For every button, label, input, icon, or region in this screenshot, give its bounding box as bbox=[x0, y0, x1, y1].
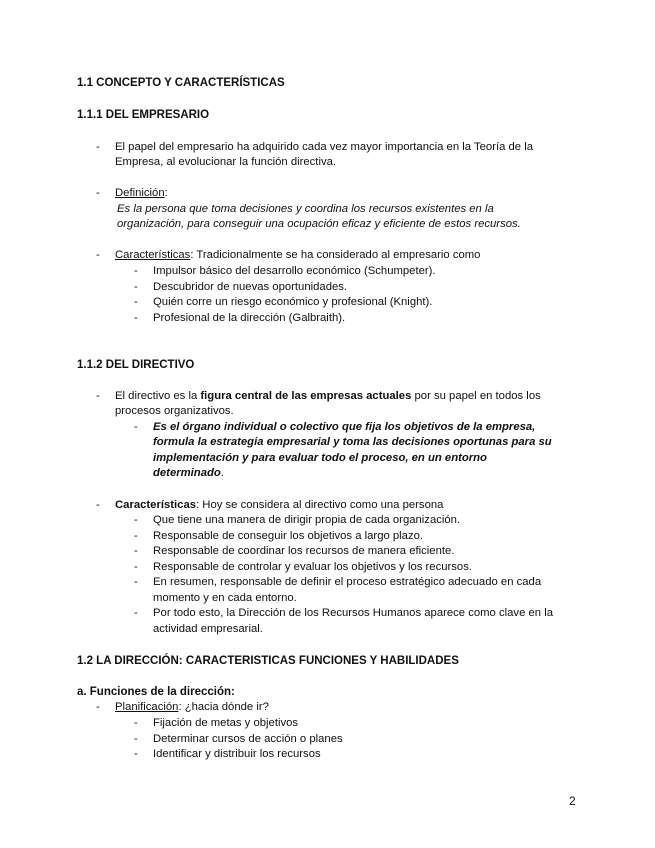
list-item-line1: Por todo esto, la Dirección de los Recursos Humanos aparece como clave en la bbox=[153, 607, 553, 619]
directivo-definition-line2: formula la estrategia empresarial y toma las decisiones oportunas para su bbox=[153, 436, 552, 448]
directivo-definition-period: . bbox=[220, 467, 224, 479]
section-heading-1-1-1: 1.1.1 DEL EMPRESARIO bbox=[77, 109, 210, 121]
list-bullet: - bbox=[134, 733, 138, 745]
list-item: Que tiene una manera de dirigir propia de cada organización. bbox=[153, 514, 461, 526]
directivo-characteristics-label: Características bbox=[115, 499, 197, 511]
list-bullet: - bbox=[134, 607, 138, 619]
paragraph-empresario-line2: Empresa, al evolucionar la función directiva. bbox=[115, 156, 337, 168]
list-item: Descubridor de nuevas oportunidades. bbox=[153, 281, 348, 293]
list-item: Identificar y distribuir los recursos bbox=[153, 748, 321, 760]
definition-text-line1: Es la persona que toma decisiones y coordina los recursos existentes en la bbox=[117, 203, 494, 215]
list-item: Determinar cursos de acción o planes bbox=[153, 733, 343, 745]
list-item-line2: actividad empresarial. bbox=[153, 623, 263, 635]
directivo-definition-last-word: determinado bbox=[153, 467, 221, 479]
planificacion-label: Planificación bbox=[115, 701, 179, 713]
section-heading-1-2: 1.2 LA DIRECCIÓN: CARACTERISTICAS FUNCIONES Y HABILIDADES bbox=[77, 655, 459, 667]
paragraph-directivo-pre: El directivo es la bbox=[115, 390, 201, 402]
list-bullet: - bbox=[96, 249, 100, 261]
list-bullet: - bbox=[134, 296, 138, 308]
list-bullet: - bbox=[96, 701, 100, 713]
page-number: 2 bbox=[569, 794, 576, 808]
paragraph-directivo-post: por su papel en todos los bbox=[411, 390, 541, 402]
definition-label bbox=[115, 186, 168, 202]
definition-label-text: Definición bbox=[115, 187, 165, 199]
list-item: Quién corre un riesgo económico y profesional (Knight). bbox=[153, 296, 433, 308]
list-item: Responsable de controlar y evaluar los objetivos y los recursos. bbox=[153, 561, 472, 573]
section-heading-1-1-2: 1.1.2 DEL DIRECTIVO bbox=[77, 359, 195, 371]
list-bullet: - bbox=[134, 576, 138, 588]
section-heading-1-1: 1.1 CONCEPTO Y CARACTERÍSTICAS bbox=[77, 77, 285, 89]
planificacion-intro bbox=[115, 700, 269, 716]
list-bullet: - bbox=[134, 514, 138, 526]
list-bullet: - bbox=[134, 265, 138, 277]
paragraph-directivo-bold: figura central de las empresas actuales bbox=[200, 390, 412, 402]
characteristics-rest: : Tradicionalmente se ha considerado al empresario como bbox=[190, 249, 481, 261]
directivo-definition-line4 bbox=[153, 466, 224, 482]
subsection-heading-a: a. Funciones de la dirección: bbox=[77, 686, 235, 698]
list-item-line1: En resumen, responsable de definir el proceso estratégico adecuado en cada bbox=[153, 576, 542, 588]
list-bullet: - bbox=[96, 390, 100, 402]
list-item: Fijación de metas y objetivos bbox=[153, 717, 299, 729]
list-bullet: - bbox=[96, 499, 100, 511]
list-item: Responsable de coordinar los recursos de manera eficiente. bbox=[153, 545, 455, 557]
paragraph-directivo-line2: procesos organizativos. bbox=[115, 405, 234, 417]
list-item: Responsable de conseguir los objetivos a largo plazo. bbox=[153, 530, 424, 542]
directivo-definition-line3: implementación y para evaluar todo el proceso, en un entorno bbox=[153, 452, 487, 464]
directivo-definition-line1: Es el órgano individual o colectivo que fija los objetivos de la empresa, bbox=[153, 421, 536, 433]
paragraph-directivo-line1 bbox=[115, 389, 541, 405]
planificacion-rest: : ¿hacia dónde ir? bbox=[178, 701, 269, 713]
definition-text-line2: organización, para conseguir una ocupación eficaz y eficiente de estos recursos. bbox=[117, 218, 521, 230]
list-bullet: - bbox=[134, 561, 138, 573]
definition-colon: : bbox=[164, 187, 168, 199]
directivo-characteristics-rest: : Hoy se considera al directivo como una persona bbox=[196, 499, 444, 511]
list-bullet: - bbox=[134, 748, 138, 760]
directivo-characteristics-intro bbox=[115, 498, 443, 514]
list-item-line2: momento y en cada entorno. bbox=[153, 592, 297, 604]
list-bullet: - bbox=[96, 187, 100, 199]
list-bullet: - bbox=[134, 717, 138, 729]
characteristics-intro bbox=[115, 248, 480, 264]
characteristics-label: Características bbox=[115, 249, 191, 261]
list-bullet: - bbox=[134, 421, 138, 433]
list-item: Impulsor básico del desarrollo económico (Schumpeter). bbox=[153, 265, 436, 277]
list-bullet: - bbox=[134, 545, 138, 557]
list-item: Profesional de la dirección (Galbraith). bbox=[153, 312, 346, 324]
list-bullet: - bbox=[134, 281, 138, 293]
list-bullet: - bbox=[134, 312, 138, 324]
list-bullet: - bbox=[96, 141, 100, 153]
paragraph-empresario-line1: El papel del empresario ha adquirido cada vez mayor importancia en la Teoría de la bbox=[115, 141, 534, 153]
list-bullet: - bbox=[134, 530, 138, 542]
